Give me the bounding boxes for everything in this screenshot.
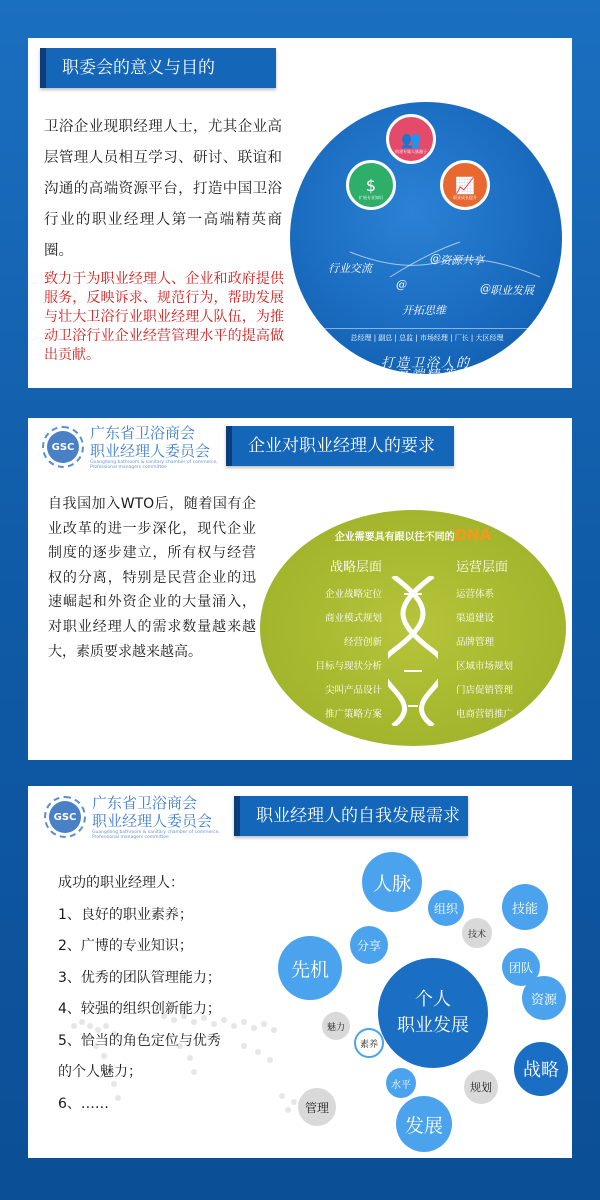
list-item: 5、恰当的角色定位与优秀 [58, 1032, 221, 1049]
left-item: 企业战略定位 [324, 589, 382, 600]
bubble-xianji: 先机 [278, 936, 342, 1000]
list-item: 2、广博的专业知识； [58, 938, 193, 954]
slogan-line1: 打造卫浴人的 [380, 356, 471, 371]
at-icon: @ [396, 278, 407, 291]
at-icon: @ [430, 252, 441, 265]
left-item: 商业模式规划 [324, 613, 382, 624]
center-line2: 职业发展 [397, 1015, 469, 1036]
logo-line3: Guangdong bathroom & sanitary chamber of commerce, Professional managers committee [90, 460, 218, 470]
people-icon: 👥 构建专属人脉圈子 [386, 114, 436, 164]
logo-line2: 职业经理人委员会 [90, 442, 211, 460]
logo-badge-text: GSC [49, 801, 81, 833]
gsc-logo [42, 424, 220, 470]
bubble-guanli: 管理 [296, 1086, 338, 1128]
bubble-guihua: 规划 [462, 1068, 500, 1106]
dna-title-highlight: DNA [454, 526, 492, 544]
mission-text: 致力于为职业经理人、企业和政府提供服务，反映诉求、规范行为，帮助发展与壮大卫浴行业职业经理人队伍，为推动卫浴行业企业经营管理水平的提高做出贡献。 [44, 271, 284, 363]
icon-caption: 职业成长提升 [453, 195, 477, 200]
logo-text [90, 424, 220, 470]
right-item: 品牌管理 [456, 637, 495, 648]
gsc-logo [44, 794, 222, 840]
money-bag-icon: $ 扩展专业知识 [346, 160, 396, 210]
panel-title: 职委会的意义与目的 [40, 48, 276, 88]
logo-badge [44, 796, 86, 838]
bubble-fazhan: 发展 [396, 1096, 452, 1152]
list-item: 1、良好的职业素养； [58, 906, 193, 923]
dna-ellipse-graphic [260, 510, 566, 746]
center-line1: 个人 [415, 989, 451, 1010]
logo-line1: 广东省卫浴商会 [90, 424, 196, 442]
icon-caption: 构建专属人脉圈子 [395, 149, 427, 154]
bubble-suyang: 素养 [354, 1028, 384, 1058]
list-item: 成功的职业经理人： [58, 875, 184, 891]
bubble-renmai: 人脉 [362, 852, 422, 912]
bubble-jishu: 技术 [460, 916, 494, 950]
right-item: 电商营销推广 [456, 709, 514, 720]
dna-title [260, 526, 566, 544]
left-item: 尖叫产品设计 [324, 685, 382, 696]
logo-badge-text: GSC [47, 431, 79, 463]
label-thinking: 开拓思维 [402, 304, 446, 317]
label-exchange: 行业交流 [328, 262, 372, 275]
bubble-zhanlue: 战略 [514, 1042, 568, 1096]
at-icon: @ [480, 282, 491, 295]
right-item: 门店促销管理 [456, 685, 514, 696]
panel-self-development [28, 786, 572, 1158]
purpose-text: 卫浴企业现职经理人士，尤其企业高层管理人员相互学习、研讨、联谊和沟通的高端资源平台，打造中国卫浴行业的职业经理人第一高端精英商圈。 [44, 119, 282, 259]
bubble-shuiping: 水平 [386, 1068, 416, 1098]
growth-chart-icon: 📈 职业成长提升 [440, 160, 490, 210]
right-heading: 运营层面 [456, 560, 509, 575]
bubble-center [378, 958, 488, 1068]
list-item: 3、优秀的团队管理能力； [58, 969, 221, 986]
slogan-line2: 第一高端精英商圈 [365, 368, 486, 383]
logo-line1: 广东省卫浴商会 [92, 794, 198, 812]
dna-helix-icon [388, 576, 438, 726]
left-item: 目标与现状分析 [315, 661, 382, 672]
panel-requirements [28, 418, 572, 760]
list-item: 6、…… [58, 1095, 109, 1112]
bubble-meili: 魅力 [320, 1010, 352, 1042]
right-item: 渠道建设 [456, 613, 495, 624]
panel-title: 企业对职业经理人的要求 [226, 426, 454, 466]
list-item: 4、较强的组织创新能力； [58, 1001, 221, 1017]
icon-caption: 扩展专业知识 [359, 195, 383, 200]
logo-text [92, 794, 222, 840]
bubble-fenxiang: 分享 [350, 926, 388, 964]
dna-title-prefix: 企业需要具有跟以往不同的 [334, 532, 455, 543]
logo-line3: Guangdong bathroom & sanitary chamber of commerce, Professional managers committee [92, 830, 220, 840]
logo-badge [42, 426, 84, 468]
left-heading: 战略层面 [330, 560, 383, 575]
logo-line2: 职业经理人委员会 [92, 812, 213, 830]
list-item: 的个人魅力； [58, 1064, 142, 1080]
bubble-ziyuan: 资源 [522, 976, 566, 1020]
bubble-zuzhi: 组织 [428, 890, 464, 926]
panel-purpose [28, 38, 572, 388]
right-item: 区域市场规划 [456, 661, 514, 672]
roles-row: 总经理 | 副总 | 总监 | 市场经理 | 厂长 | 大区经理 [322, 328, 532, 343]
purpose-circle-graphic [290, 102, 562, 374]
requirements-text: 自我国加入WTO后，随着国有企业改革的进一步深化，现代企业制度的逐步建立，所有权与经营权的分离，特别是民营企业的迅速崛起和外资企业的大量涌入，对职业经理人的需求数量越来越大，素质要求越来越高。 [48, 496, 256, 660]
right-item: 运营体系 [456, 589, 495, 600]
bubble-jineng: 技能 [502, 884, 548, 930]
label-career: 职业发展 [490, 284, 534, 297]
label-resource: 资源共享 [440, 254, 484, 267]
panel-title: 职业经理人的自我发展需求 [234, 796, 468, 836]
bubble-tuandui: 团队 [502, 948, 540, 986]
development-list [58, 868, 221, 1120]
left-item: 推广策略方案 [324, 709, 382, 720]
left-item: 经营创新 [343, 637, 382, 648]
